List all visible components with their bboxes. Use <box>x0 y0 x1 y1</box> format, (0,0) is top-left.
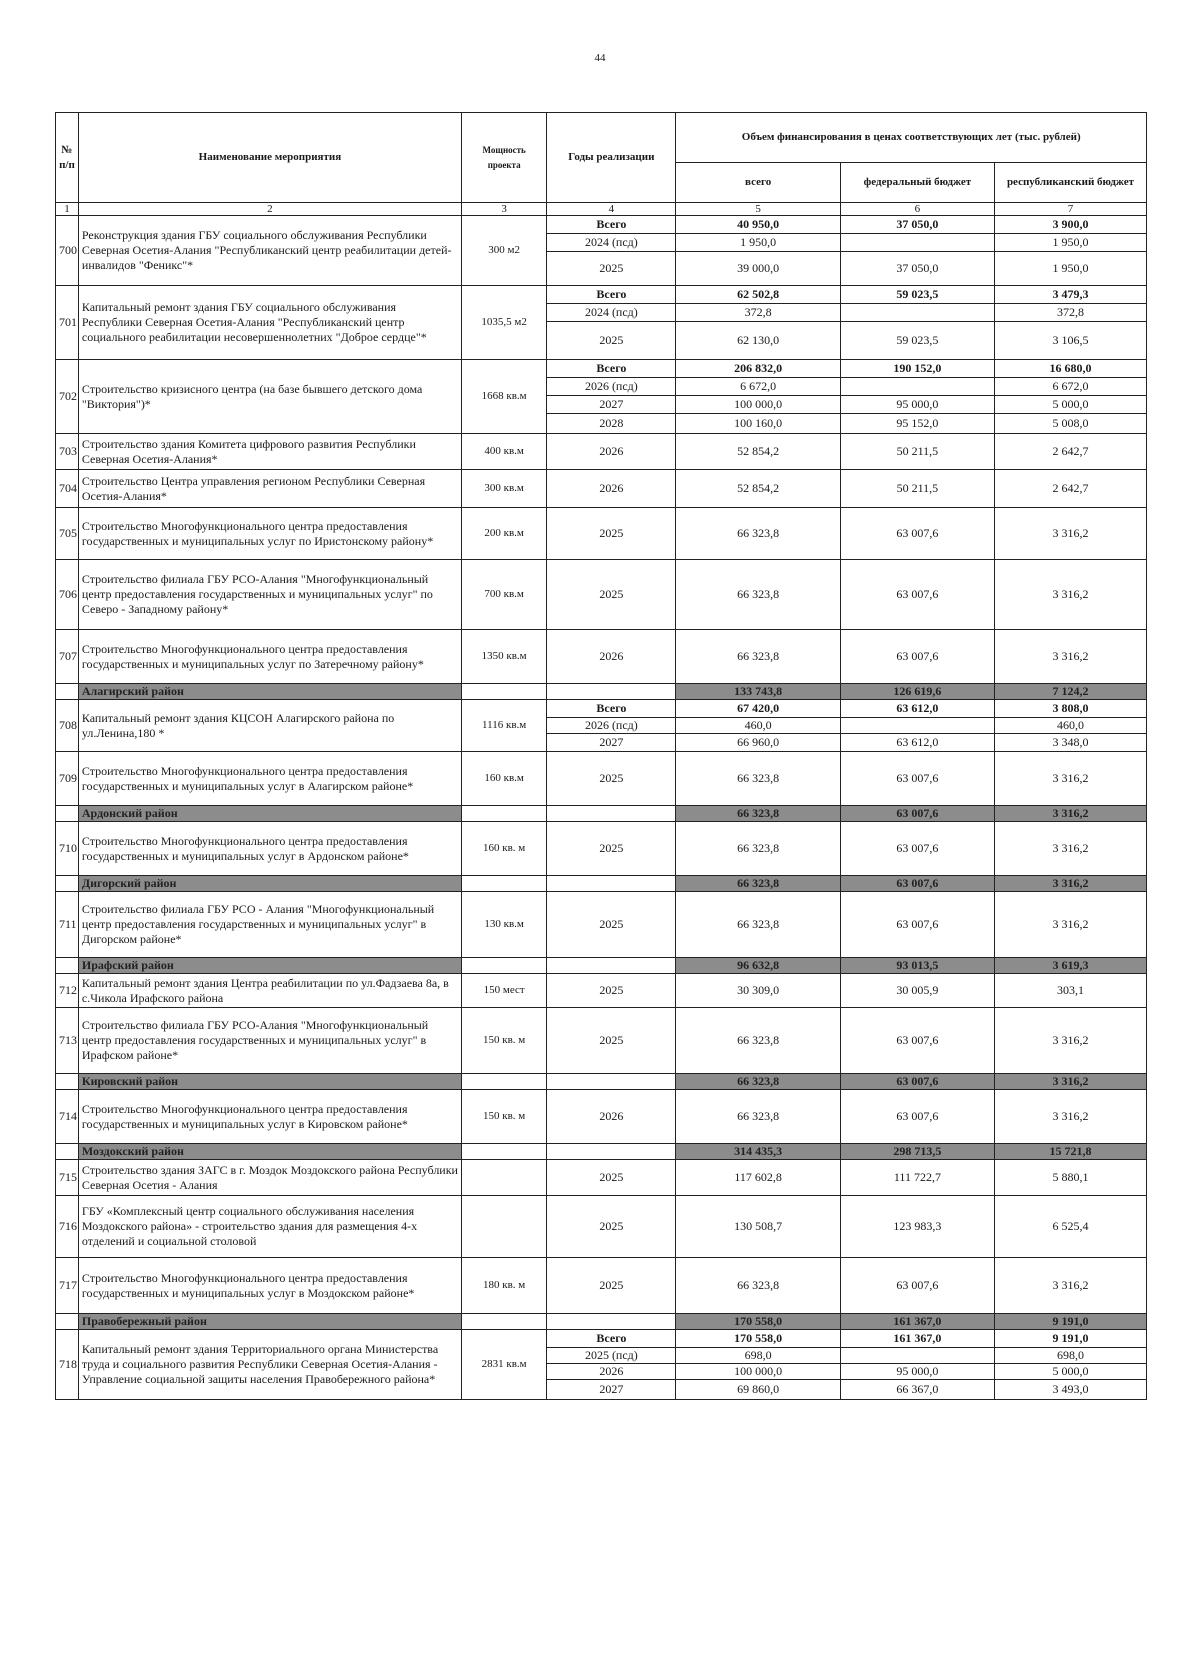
item-name: Строительство здания ЗАГС в г. Моздок Моздокского района Республики Северная Осетия - Алания <box>78 1160 461 1196</box>
district-republic: 15 721,8 <box>994 1144 1146 1160</box>
district-spacer <box>461 1144 546 1160</box>
year-cell: 2027 <box>547 734 676 752</box>
district-republic: 3 316,2 <box>994 876 1146 892</box>
table-row <box>56 974 1147 1008</box>
federal-cell: 63 007,6 <box>840 508 994 560</box>
item-name: Строительство Многофункционального центра предоставления государственных и муниципальных услуг в Алагирском районе* <box>78 752 461 806</box>
district-row <box>56 1074 1147 1090</box>
year-cell: 2027 <box>547 1380 676 1400</box>
item-name: Реконструкция здания ГБУ социального обслуживания Республики Северная Осетия-Алания "Республиканский центр реабилитации детей-инвалидов "Феникс"* <box>78 216 461 286</box>
district-row <box>56 1314 1147 1330</box>
district-spacer <box>56 958 79 974</box>
item-capacity: 150 мест <box>461 974 546 1008</box>
header-capacity: Мощность проекта <box>461 113 546 203</box>
total-cell: 66 323,8 <box>676 752 840 806</box>
item-name: Строительство Многофункционального центра предоставления государственных и муниципальных услуг по Иристонскому району* <box>78 508 461 560</box>
district-row <box>56 684 1147 700</box>
item-capacity: 160 кв.м <box>461 752 546 806</box>
item-capacity <box>461 1196 546 1258</box>
federal-cell: 63 007,6 <box>840 892 994 958</box>
district-total: 66 323,8 <box>676 806 840 822</box>
total-cell: 100 000,0 <box>676 396 840 414</box>
district-federal: 126 619,6 <box>840 684 994 700</box>
financing-table <box>55 112 1147 1400</box>
table-row <box>56 360 1147 378</box>
republic-cell: 1 950,0 <box>994 252 1146 286</box>
item-name: Строительство филиала ГБУ РСО - Алания "Многофункциональный центр предоставления государственных и муниципальных услуг" в Дигорском районе* <box>78 892 461 958</box>
republic-cell: 3 316,2 <box>994 822 1146 876</box>
item-name: Строительство Многофункционального центра предоставления государственных и муниципальных услуг в Ардонском районе* <box>78 822 461 876</box>
item-name: Строительство здания Комитета цифрового развития Республики Северная Осетия-Алания* <box>78 434 461 470</box>
district-spacer <box>461 1314 546 1330</box>
year-cell: 2025 <box>547 1258 676 1314</box>
federal-cell: 50 211,5 <box>840 470 994 508</box>
federal-cell: 59 023,5 <box>840 322 994 360</box>
total-cell: 100 000,0 <box>676 1364 840 1380</box>
table-row <box>56 1258 1147 1314</box>
district-republic: 3 316,2 <box>994 1074 1146 1090</box>
total-cell: 66 323,8 <box>676 892 840 958</box>
district-federal: 298 713,5 <box>840 1144 994 1160</box>
district-spacer <box>547 1314 676 1330</box>
republic-cell: 3 316,2 <box>994 630 1146 684</box>
item-number: 713 <box>56 1008 79 1074</box>
year-cell: Всего <box>547 700 676 718</box>
total-cell: 30 309,0 <box>676 974 840 1008</box>
district-spacer <box>461 1074 546 1090</box>
total-cell: 52 854,2 <box>676 470 840 508</box>
district-spacer <box>461 958 546 974</box>
district-spacer <box>547 1144 676 1160</box>
item-number: 701 <box>56 286 79 360</box>
year-cell: Всего <box>547 360 676 378</box>
year-cell: 2026 <box>547 630 676 684</box>
federal-cell: 63 007,6 <box>840 1090 994 1144</box>
district-total: 66 323,8 <box>676 1074 840 1090</box>
total-cell: 66 323,8 <box>676 630 840 684</box>
item-name: Строительство филиала ГБУ РСО-Алания "Многофункциональный центр предоставления государственных и муниципальных услуг" в Ирафском районе* <box>78 1008 461 1074</box>
republic-cell: 3 479,3 <box>994 286 1146 304</box>
column-index-row <box>56 203 1147 216</box>
header-total: всего <box>676 163 840 203</box>
item-number: 711 <box>56 892 79 958</box>
district-spacer <box>56 806 79 822</box>
item-capacity: 160 кв. м <box>461 822 546 876</box>
item-capacity: 700 кв.м <box>461 560 546 630</box>
table-row <box>56 560 1147 630</box>
table-row <box>56 286 1147 304</box>
federal-cell: 63 007,6 <box>840 1008 994 1074</box>
district-spacer <box>56 1074 79 1090</box>
year-cell: 2026 (псд) <box>547 718 676 734</box>
index-cell: 3 <box>461 203 546 216</box>
item-capacity: 400 кв.м <box>461 434 546 470</box>
republic-cell: 460,0 <box>994 718 1146 734</box>
year-cell: 2025 <box>547 974 676 1008</box>
total-cell: 698,0 <box>676 1348 840 1364</box>
federal-cell: 63 612,0 <box>840 734 994 752</box>
item-name: Строительство кризисного центра (на базе бывшего детского дома "Виктория")* <box>78 360 461 434</box>
year-cell: Всего <box>547 286 676 304</box>
district-row <box>56 806 1147 822</box>
item-number: 703 <box>56 434 79 470</box>
total-cell: 130 508,7 <box>676 1196 840 1258</box>
district-federal: 63 007,6 <box>840 1074 994 1090</box>
district-spacer <box>547 684 676 700</box>
district-name: Ирафский район <box>78 958 461 974</box>
year-cell: 2025 <box>547 1196 676 1258</box>
federal-cell: 63 612,0 <box>840 700 994 718</box>
district-spacer <box>56 1144 79 1160</box>
republic-cell: 3 808,0 <box>994 700 1146 718</box>
district-spacer <box>56 876 79 892</box>
district-total: 314 435,3 <box>676 1144 840 1160</box>
district-name: Ардонский район <box>78 806 461 822</box>
republic-cell: 303,1 <box>994 974 1146 1008</box>
item-capacity: 1035,5 м2 <box>461 286 546 360</box>
republic-cell: 3 316,2 <box>994 508 1146 560</box>
year-cell: 2026 <box>547 1364 676 1380</box>
item-capacity: 1350 кв.м <box>461 630 546 684</box>
total-cell: 66 323,8 <box>676 1008 840 1074</box>
total-cell: 170 558,0 <box>676 1330 840 1348</box>
year-cell: 2026 <box>547 1090 676 1144</box>
district-name: Правобережный район <box>78 1314 461 1330</box>
item-number: 707 <box>56 630 79 684</box>
item-number: 717 <box>56 1258 79 1314</box>
item-capacity <box>461 1160 546 1196</box>
district-spacer <box>461 684 546 700</box>
federal-cell: 30 005,9 <box>840 974 994 1008</box>
district-spacer <box>56 684 79 700</box>
table-row <box>56 700 1147 718</box>
republic-cell: 698,0 <box>994 1348 1146 1364</box>
republic-cell: 5 008,0 <box>994 414 1146 434</box>
district-name: Дигорский район <box>78 876 461 892</box>
republic-cell: 3 900,0 <box>994 216 1146 234</box>
year-cell: 2027 <box>547 396 676 414</box>
item-capacity: 2831 кв.м <box>461 1330 546 1400</box>
district-total: 133 743,8 <box>676 684 840 700</box>
item-capacity: 150 кв. м <box>461 1090 546 1144</box>
table-row <box>56 630 1147 684</box>
republic-cell: 2 642,7 <box>994 470 1146 508</box>
item-name: Строительство Многофункционального центра предоставления государственных и муниципальных услуг в Кировском районе* <box>78 1090 461 1144</box>
federal-cell: 37 050,0 <box>840 252 994 286</box>
district-spacer <box>461 876 546 892</box>
federal-cell: 111 722,7 <box>840 1160 994 1196</box>
district-total: 170 558,0 <box>676 1314 840 1330</box>
header-federal: федеральный бюджет <box>840 163 994 203</box>
item-number: 716 <box>56 1196 79 1258</box>
district-row <box>56 1144 1147 1160</box>
year-cell: 2025 <box>547 892 676 958</box>
table-row <box>56 470 1147 508</box>
republic-cell: 3 348,0 <box>994 734 1146 752</box>
item-number: 700 <box>56 216 79 286</box>
index-cell: 1 <box>56 203 79 216</box>
year-cell: 2025 <box>547 508 676 560</box>
district-spacer <box>547 958 676 974</box>
district-federal: 63 007,6 <box>840 806 994 822</box>
year-cell: 2026 <box>547 470 676 508</box>
republic-cell: 3 316,2 <box>994 752 1146 806</box>
item-number: 705 <box>56 508 79 560</box>
year-cell: 2025 <box>547 822 676 876</box>
total-cell: 206 832,0 <box>676 360 840 378</box>
table-row <box>56 1090 1147 1144</box>
federal-cell: 123 983,3 <box>840 1196 994 1258</box>
district-spacer <box>547 1074 676 1090</box>
item-number: 710 <box>56 822 79 876</box>
total-cell: 69 860,0 <box>676 1380 840 1400</box>
index-cell: 6 <box>840 203 994 216</box>
index-cell: 4 <box>547 203 676 216</box>
federal-cell: 63 007,6 <box>840 822 994 876</box>
table-row <box>56 508 1147 560</box>
republic-cell: 3 316,2 <box>994 560 1146 630</box>
federal-cell: 50 211,5 <box>840 434 994 470</box>
federal-cell: 95 000,0 <box>840 1364 994 1380</box>
total-cell: 62 502,8 <box>676 286 840 304</box>
header-republic: республиканский бюджет <box>994 163 1146 203</box>
item-capacity: 300 кв.м <box>461 470 546 508</box>
year-cell: 2026 (псд) <box>547 378 676 396</box>
table-row <box>56 434 1147 470</box>
federal-cell <box>840 304 994 322</box>
total-cell: 100 160,0 <box>676 414 840 434</box>
item-name: Капитальный ремонт здания Центра реабилитации по ул.Фадзаева 8а, в с.Чикола Ирафского района <box>78 974 461 1008</box>
total-cell: 6 672,0 <box>676 378 840 396</box>
year-cell: 2024 (псд) <box>547 304 676 322</box>
republic-cell: 3 316,2 <box>994 1258 1146 1314</box>
table-row <box>56 1160 1147 1196</box>
table-row <box>56 1008 1147 1074</box>
header-name: Наименование мероприятия <box>78 113 461 203</box>
federal-cell <box>840 234 994 252</box>
table-row <box>56 1196 1147 1258</box>
total-cell: 372,8 <box>676 304 840 322</box>
republic-cell: 3 316,2 <box>994 1008 1146 1074</box>
year-cell: 2026 <box>547 434 676 470</box>
district-name: Алагирский район <box>78 684 461 700</box>
republic-cell: 16 680,0 <box>994 360 1146 378</box>
federal-cell <box>840 718 994 734</box>
district-row <box>56 876 1147 892</box>
district-republic: 3 619,3 <box>994 958 1146 974</box>
federal-cell: 63 007,6 <box>840 1258 994 1314</box>
district-spacer <box>56 1314 79 1330</box>
page-number: 44 <box>594 52 606 64</box>
table-row <box>56 822 1147 876</box>
federal-cell <box>840 1348 994 1364</box>
total-cell: 66 323,8 <box>676 1090 840 1144</box>
district-spacer <box>461 806 546 822</box>
federal-cell: 95 000,0 <box>840 396 994 414</box>
district-federal: 93 013,5 <box>840 958 994 974</box>
republic-cell: 6 525,4 <box>994 1196 1146 1258</box>
republic-cell: 6 672,0 <box>994 378 1146 396</box>
republic-cell: 2 642,7 <box>994 434 1146 470</box>
year-cell: Всего <box>547 1330 676 1348</box>
table-row <box>56 892 1147 958</box>
year-cell: 2025 <box>547 1008 676 1074</box>
republic-cell: 5 000,0 <box>994 1364 1146 1380</box>
header-years: Годы реализации <box>547 113 676 203</box>
district-spacer <box>547 806 676 822</box>
item-name: Строительство филиала ГБУ РСО-Алания "Многофункциональный центр предоставления государственных и муниципальных услуг" по Северо - Западному району* <box>78 560 461 630</box>
item-name: ГБУ «Комплексный центр социального обслуживания населения Моздокского района» - строительство здания для размещения 4-х отделений и социальной столовой <box>78 1196 461 1258</box>
total-cell: 66 960,0 <box>676 734 840 752</box>
district-federal: 63 007,6 <box>840 876 994 892</box>
total-cell: 66 323,8 <box>676 1258 840 1314</box>
item-name: Строительство Многофункционального центра предоставления государственных и муниципальных услуг по Затеречному району* <box>78 630 461 684</box>
index-cell: 5 <box>676 203 840 216</box>
table-row <box>56 1330 1147 1348</box>
district-name: Моздокский район <box>78 1144 461 1160</box>
total-cell: 460,0 <box>676 718 840 734</box>
federal-cell: 190 152,0 <box>840 360 994 378</box>
district-republic: 7 124,2 <box>994 684 1146 700</box>
year-cell: Всего <box>547 216 676 234</box>
republic-cell: 5 880,1 <box>994 1160 1146 1196</box>
federal-cell: 95 152,0 <box>840 414 994 434</box>
item-name: Капитальный ремонт здания КЦСОН Алагирского района по ул.Ленина,180 * <box>78 700 461 752</box>
item-name: Капитальный ремонт здания Территориального органа Министерства труда и социального развития Республики Северная Осетия-Алания - Управление социальной защиты населения Правобережного района* <box>78 1330 461 1400</box>
item-number: 712 <box>56 974 79 1008</box>
district-row <box>56 958 1147 974</box>
republic-cell: 372,8 <box>994 304 1146 322</box>
district-spacer <box>547 876 676 892</box>
district-name: Кировский район <box>78 1074 461 1090</box>
item-number: 709 <box>56 752 79 806</box>
federal-cell: 63 007,6 <box>840 752 994 806</box>
total-cell: 117 602,8 <box>676 1160 840 1196</box>
federal-cell: 59 023,5 <box>840 286 994 304</box>
republic-cell: 3 316,2 <box>994 1090 1146 1144</box>
item-capacity: 300 м2 <box>461 216 546 286</box>
year-cell: 2025 <box>547 252 676 286</box>
federal-cell: 66 367,0 <box>840 1380 994 1400</box>
republic-cell: 3 493,0 <box>994 1380 1146 1400</box>
total-cell: 66 323,8 <box>676 508 840 560</box>
item-number: 714 <box>56 1090 79 1144</box>
header-num: № п/п <box>56 113 79 203</box>
district-total: 66 323,8 <box>676 876 840 892</box>
year-cell: 2024 (псд) <box>547 234 676 252</box>
item-number: 708 <box>56 700 79 752</box>
federal-cell <box>840 378 994 396</box>
district-republic: 9 191,0 <box>994 1314 1146 1330</box>
header-financing: Объем финансирования в ценах соответствующих лет (тыс. рублей) <box>676 113 1147 163</box>
republic-cell: 9 191,0 <box>994 1330 1146 1348</box>
total-cell: 67 420,0 <box>676 700 840 718</box>
total-cell: 66 323,8 <box>676 560 840 630</box>
item-capacity: 130 кв.м <box>461 892 546 958</box>
item-capacity: 1116 кв.м <box>461 700 546 752</box>
year-cell: 2025 <box>547 560 676 630</box>
republic-cell: 5 000,0 <box>994 396 1146 414</box>
total-cell: 39 000,0 <box>676 252 840 286</box>
total-cell: 52 854,2 <box>676 434 840 470</box>
federal-cell: 37 050,0 <box>840 216 994 234</box>
republic-cell: 3 106,5 <box>994 322 1146 360</box>
item-number: 706 <box>56 560 79 630</box>
year-cell: 2025 <box>547 322 676 360</box>
item-name: Строительство Центра управления регионом Республики Северная Осетия-Алания* <box>78 470 461 508</box>
district-federal: 161 367,0 <box>840 1314 994 1330</box>
total-cell: 1 950,0 <box>676 234 840 252</box>
district-republic: 3 316,2 <box>994 806 1146 822</box>
item-capacity: 150 кв. м <box>461 1008 546 1074</box>
item-name: Строительство Многофункционального центра предоставления государственных и муниципальных услуг в Моздокском районе* <box>78 1258 461 1314</box>
table-body <box>56 216 1147 1400</box>
year-cell: 2028 <box>547 414 676 434</box>
item-number: 715 <box>56 1160 79 1196</box>
item-name: Капитальный ремонт здания ГБУ социального обслуживания Республики Северная Осетия-Алания "Республиканский центр социального реабилитации несовершеннолетних "Доброе сердце"* <box>78 286 461 360</box>
federal-cell: 63 007,6 <box>840 560 994 630</box>
republic-cell: 3 316,2 <box>994 892 1146 958</box>
year-cell: 2025 <box>547 1160 676 1196</box>
republic-cell: 1 950,0 <box>994 234 1146 252</box>
year-cell: 2025 (псд) <box>547 1348 676 1364</box>
table-row <box>56 216 1147 234</box>
item-capacity: 200 кв.м <box>461 508 546 560</box>
federal-cell: 161 367,0 <box>840 1330 994 1348</box>
total-cell: 62 130,0 <box>676 322 840 360</box>
item-number: 702 <box>56 360 79 434</box>
total-cell: 40 950,0 <box>676 216 840 234</box>
item-capacity: 180 кв. м <box>461 1258 546 1314</box>
federal-cell: 63 007,6 <box>840 630 994 684</box>
item-number: 718 <box>56 1330 79 1400</box>
total-cell: 66 323,8 <box>676 822 840 876</box>
index-cell: 7 <box>994 203 1146 216</box>
district-total: 96 632,8 <box>676 958 840 974</box>
table-row <box>56 752 1147 806</box>
year-cell: 2025 <box>547 752 676 806</box>
item-number: 704 <box>56 470 79 508</box>
item-capacity: 1668 кв.м <box>461 360 546 434</box>
index-cell: 2 <box>78 203 461 216</box>
